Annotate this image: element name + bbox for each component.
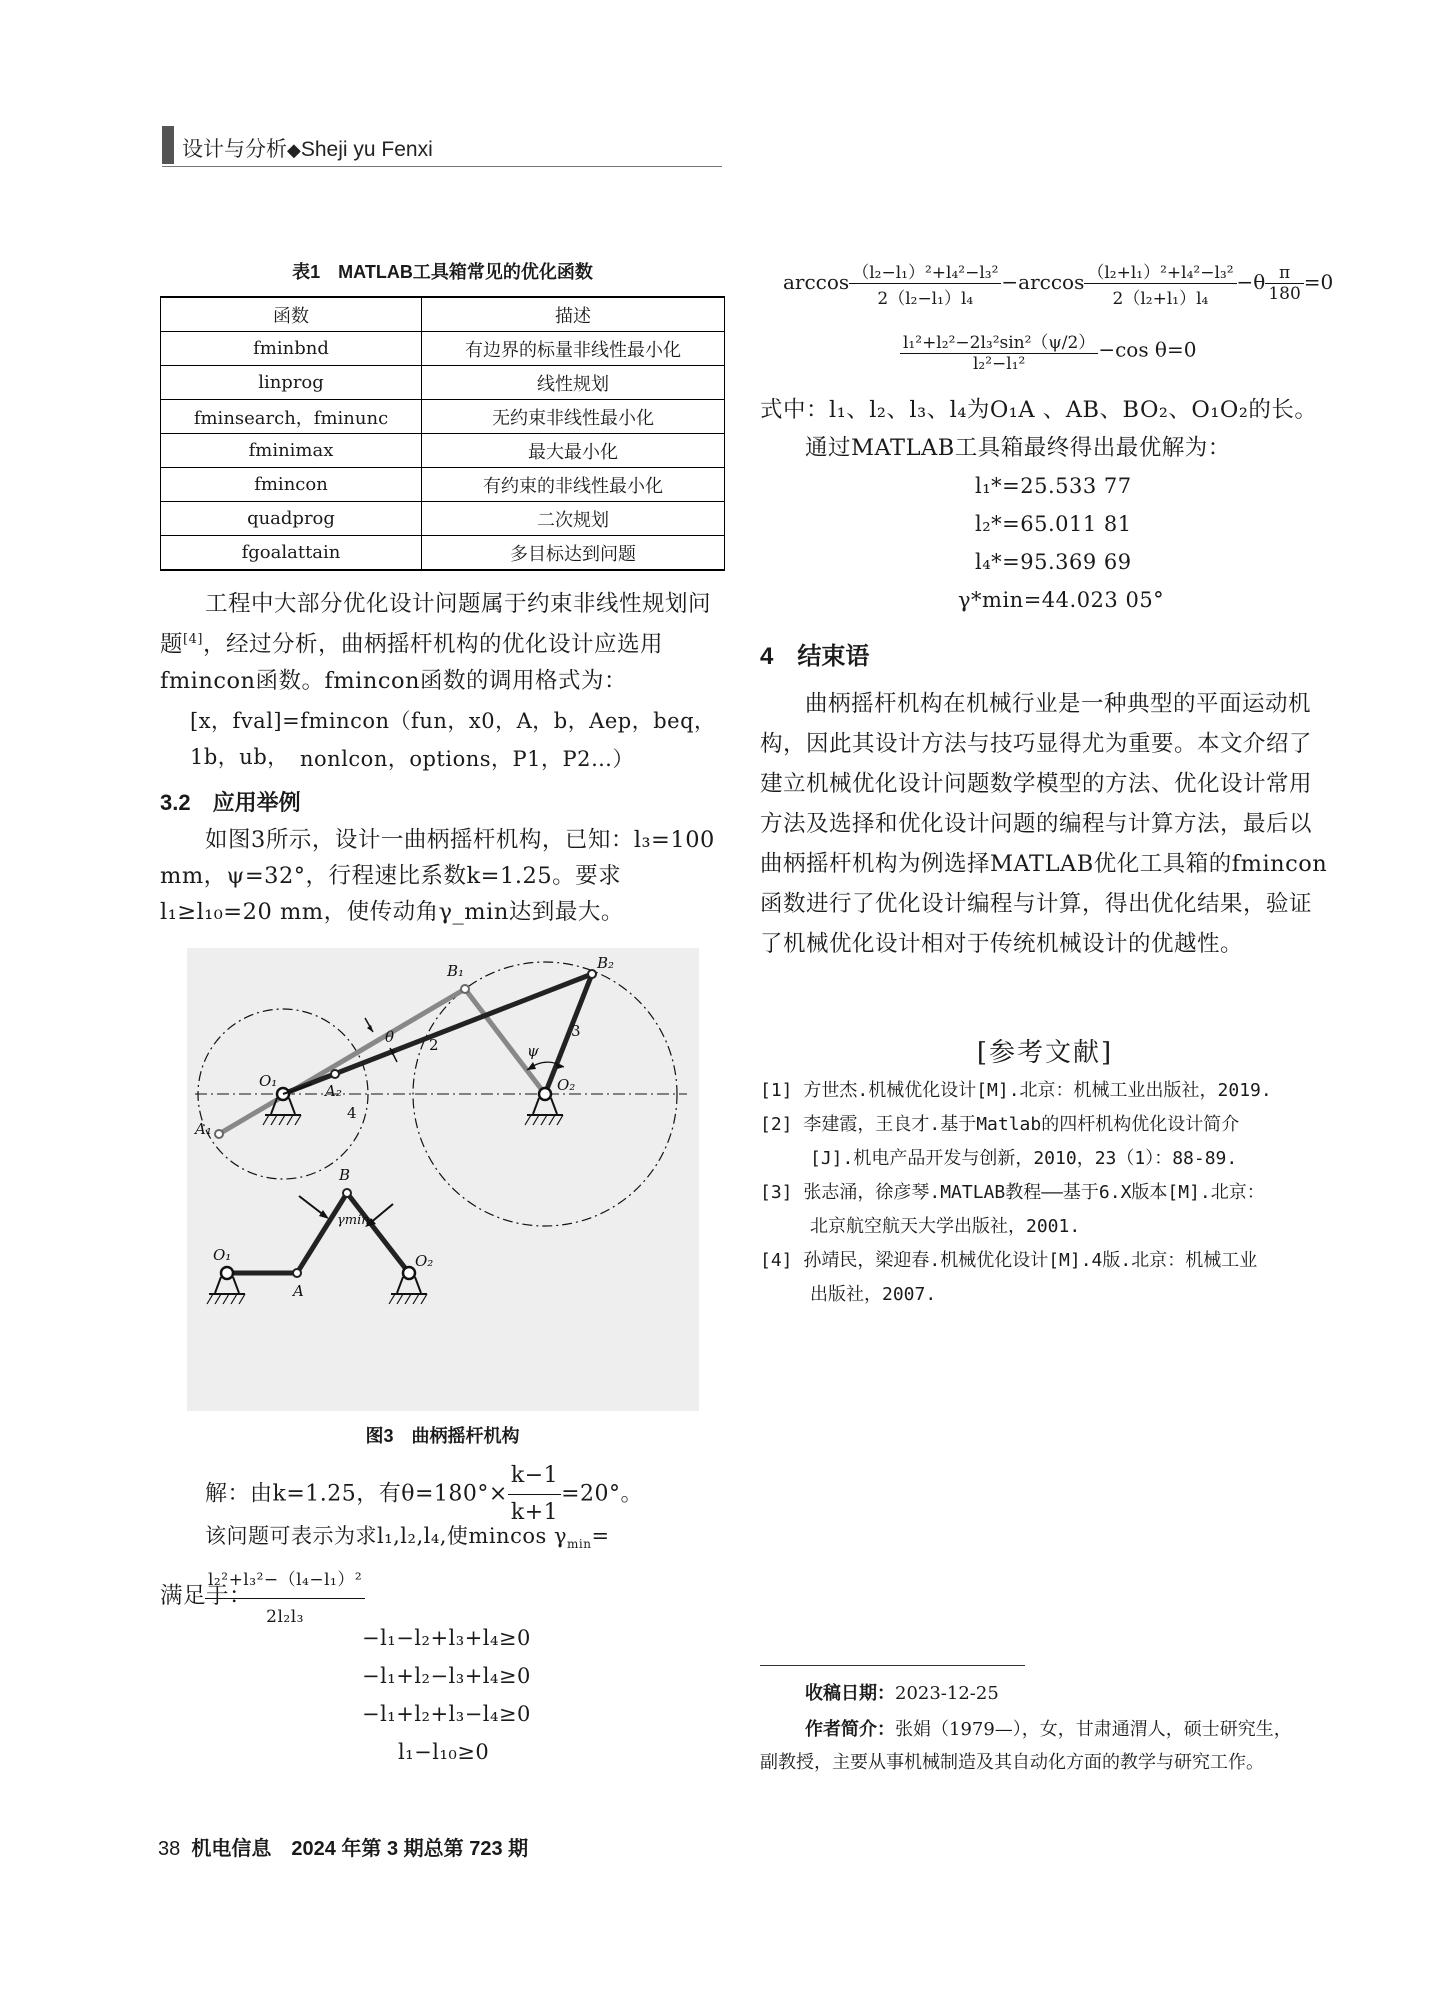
joint-b1 xyxy=(461,985,469,993)
eq-text: −cos θ=0 xyxy=(1098,337,1197,362)
label-theta: θ xyxy=(385,1028,395,1046)
fraction-numerator: l₂²+l₃²−（l₄−l₁）² xyxy=(205,1562,365,1599)
table-row xyxy=(161,502,725,536)
fmincon-call-line-2: nonlcon，options，P1，P2…） xyxy=(300,747,635,771)
table-cell: 最大最小化 xyxy=(422,434,725,468)
section-heading-4: 4 结束语 xyxy=(760,643,870,670)
label-a2: A₂ xyxy=(325,1082,342,1100)
result-l1: l₁*=25.533 77 xyxy=(975,474,1132,498)
fraction-denominator: l₂²−l₁² xyxy=(972,354,1026,374)
eq-text: −arccos xyxy=(1001,270,1085,294)
page-footer xyxy=(158,1832,528,1861)
table-cell: fmincon xyxy=(161,468,422,502)
column-header: 函数 xyxy=(161,297,422,332)
table-row xyxy=(161,434,725,468)
ref-text: 孙靖民，梁迎春.机械优化设计[M].4版.北京：机械工业 xyxy=(803,1250,1258,1271)
constraint-3: −l₁+l₂+l₃−l₄≥0 xyxy=(362,1702,531,1726)
label-o1-lower: O₁ xyxy=(213,1246,232,1264)
label-gamma-min: γmin xyxy=(337,1213,370,1228)
mechanism-diagram xyxy=(187,948,699,1411)
result-l2: l₂*=65.011 81 xyxy=(975,512,1132,536)
author-info xyxy=(805,1712,1335,1747)
received-value: 2023-12-25 xyxy=(895,1683,999,1704)
fmincon-call-line-1: [x，fval]=fmincon（fun，x0，A，b，Aep，beq，1b，ub， xyxy=(190,709,716,769)
table-cell: 线性规划 xyxy=(422,366,725,400)
ref-number: [3] xyxy=(760,1182,793,1203)
eq-fraction xyxy=(1084,258,1236,309)
figure-caption: 图3 曲柄摇杆机构 xyxy=(365,1426,520,1446)
rocker-link-lower xyxy=(347,1193,409,1273)
link-o1-b2 xyxy=(283,974,592,1094)
link-a1-b1 xyxy=(219,989,465,1134)
joint-a1 xyxy=(215,1130,223,1138)
table-cell: linprog xyxy=(161,366,422,400)
ref-continuation: 出版社，2007. xyxy=(810,1284,937,1305)
table-cell: 多目标达到问题 xyxy=(422,536,725,571)
table-cell: 二次规划 xyxy=(422,502,725,536)
constraint-2: −l₁+l₂−l₃+l₄≥0 xyxy=(362,1664,531,1688)
reference-item xyxy=(760,1244,1340,1278)
table-cell: fminbnd xyxy=(161,332,422,366)
fraction-denominator: 2（l₂+l₁）l₄ xyxy=(1112,289,1209,309)
satisfy-label: 满足于： xyxy=(160,1583,253,1609)
paragraph-text: 工程中大部分优化设计问题属于约束非线性规划问题 xyxy=(160,591,712,658)
joint-a2 xyxy=(331,1070,339,1078)
table-cell: 无约束非线性最小化 xyxy=(422,400,725,434)
label-psi: ψ xyxy=(527,1042,539,1060)
optimization-function-table xyxy=(160,296,725,571)
paragraph-text: ，经过分析，曲柄摇杆机构的优化设计应选用fmincon函数。fmincon函数的调用格式为： xyxy=(160,631,663,694)
journal-info: 机电信息 2024 年第 3 期总第 723 期 xyxy=(191,1838,529,1860)
author-label: 作者简介： xyxy=(805,1719,895,1739)
figure-crank-rocker xyxy=(187,948,699,1411)
fraction-numerator: k−1 xyxy=(508,1458,561,1495)
fraction-numerator: l₁²+l₂²−2l₃²sin²（ψ/2） xyxy=(900,328,1098,354)
table-cell: fminsearch，fminunc xyxy=(161,400,422,434)
table-cell: fminimax xyxy=(161,434,422,468)
label-o2-lower: O₂ xyxy=(415,1252,434,1270)
label-a1: A₁ xyxy=(195,1120,212,1138)
matlab-result-intro: 通过MATLAB工具箱最终得出最优解为： xyxy=(805,435,1231,461)
ref-continuation: 北京航空航天大学出版社，2001. xyxy=(810,1216,1081,1237)
paragraph-fmincon xyxy=(160,586,725,699)
ref-number: [4] xyxy=(760,1250,793,1271)
ref-continuation: [J].机电产品开发与创新，2010，23（1）：88-89. xyxy=(810,1148,1238,1169)
label-link-2: 2 xyxy=(429,1036,439,1054)
received-date xyxy=(805,1676,999,1711)
ref-number: [1] xyxy=(760,1080,793,1101)
fraction-denominator: 2（l₂−l₁）l₄ xyxy=(877,289,974,309)
result-l4-value: l₄*=95.369 69 xyxy=(975,550,1132,574)
ref-text: 方世杰.机械优化设计[M].北京：机械工业出版社，2019. xyxy=(803,1080,1272,1101)
joint-a-lower xyxy=(293,1269,301,1277)
label-link-4: 4 xyxy=(347,1104,357,1122)
joint-b2 xyxy=(588,970,596,978)
header-section: 设计与分析 xyxy=(182,138,287,161)
problem-eq: = xyxy=(591,1524,610,1548)
reference-item xyxy=(760,1108,1340,1142)
table-header-row xyxy=(161,297,725,332)
coupler-link-lower xyxy=(297,1193,347,1273)
author-text: 张娟（1979—），女，甘肃通渭人，硕士研究生， xyxy=(895,1719,1292,1740)
running-header xyxy=(182,133,433,163)
table-cell: 有约束的非线性最小化 xyxy=(422,468,725,502)
footnote-rule xyxy=(760,1665,1025,1666)
solution-text: 解：由k=1.25，有θ=180°× xyxy=(205,1481,508,1507)
result-gamma-min: γ*min=44.023 05° xyxy=(958,588,1165,612)
references-title: [参考文献] xyxy=(976,1038,1114,1068)
where-clause: 式中：l₁、l₂、l₃、l₄为O₁A 、AB、BO₂、O₁O₂的长。 xyxy=(760,397,1318,423)
fraction-denominator: 2l₂l₃ xyxy=(266,1607,304,1628)
reference-item xyxy=(760,1176,1340,1210)
equation-1 xyxy=(783,258,1343,309)
received-label: 收稿日期： xyxy=(805,1683,895,1703)
ref-number: [2] xyxy=(760,1114,793,1135)
fraction-denominator: k+1 xyxy=(510,1500,559,1525)
header-pinyin: Sheji yu Fenxi xyxy=(300,138,433,161)
equation-2 xyxy=(900,328,1196,374)
eq-text: =0 xyxy=(1303,270,1334,294)
author-info-continued: 副教授，主要从事机械制造及其自动化方面的教学与研究工作。 xyxy=(760,1752,1264,1773)
citation: [4] xyxy=(183,632,203,647)
pivot-o2-lower xyxy=(389,1267,427,1304)
fraction-denominator: 180 xyxy=(1268,284,1301,304)
section-heading-3-2: 3.2 应用举例 xyxy=(160,790,301,815)
label-link-3: 3 xyxy=(571,1022,581,1040)
diamond-icon: ◆ xyxy=(287,140,301,160)
solution-text: =20°。 xyxy=(561,1481,644,1507)
joint-b-lower xyxy=(343,1189,351,1197)
table-row xyxy=(161,332,725,366)
page-number: 38 xyxy=(158,1838,181,1860)
table-row xyxy=(161,536,725,571)
table-cell: fgoalattain xyxy=(161,536,422,571)
constraint-1: −l₁−l₂+l₃+l₄≥0 xyxy=(362,1626,531,1650)
ref-text: 李建霞，王良才.基于Matlab的四杆机构优化设计简介 xyxy=(803,1114,1240,1135)
label-a-lower: A xyxy=(293,1282,304,1300)
problem-text: 该问题可表示为求l₁,l₂,l₄,使mincos γ xyxy=(205,1524,567,1548)
table-row xyxy=(161,468,725,502)
table-cell: 有边界的标量非线性最小化 xyxy=(422,332,725,366)
table-cell: quadprog xyxy=(161,502,422,536)
eq-fraction xyxy=(1265,263,1303,304)
fraction-numerator: （l₂−l₁）²+l₄²−l₃² xyxy=(849,258,1001,284)
label-b: B xyxy=(339,1166,351,1184)
ref-text: 张志涌，徐彦琴.MATLAB教程——基于6.X版本[M].北京： xyxy=(803,1182,1265,1203)
fraction-numerator: π xyxy=(1265,263,1303,284)
table-caption: 表1 MATLAB工具箱常见的优化函数 xyxy=(292,262,593,282)
conclusion-paragraph: 曲柄摇杆机构在机械行业是一种典型的平面运动机构，因此其设计方法与技巧显得尤为重要。本文介绍了建立机械优化设计问题数学模型的方法、优化设计常用方法及选择和优化设计问题的编程与计算方法，最后以曲柄摇杆机构为例选择MATLAB优化工具箱的fmincon函数进行了优化设计编程与计算，得出优化结果，验证了机械优化设计相对于传统机械设计的优越性。 xyxy=(760,691,1328,957)
eq-fraction xyxy=(900,328,1098,374)
constraint-4: l₁−l₁₀≥0 xyxy=(398,1740,490,1764)
eq-fraction xyxy=(849,258,1001,309)
fraction-numerator: （l₂+l₁）²+l₄²−l₃² xyxy=(1084,258,1236,284)
eq-text: arccos xyxy=(783,270,850,294)
header-rule xyxy=(162,166,722,167)
reference-list xyxy=(760,1074,1340,1312)
column-header: 描述 xyxy=(422,297,725,332)
label-b2: B₂ xyxy=(597,954,615,972)
label-o1: O₁ xyxy=(259,1072,278,1090)
header-bar xyxy=(162,126,174,164)
reference-item xyxy=(760,1074,1340,1108)
table-row xyxy=(161,400,725,434)
label-o2: O₂ xyxy=(557,1076,576,1094)
eq-text: −θ xyxy=(1236,270,1266,294)
label-b1: B₁ xyxy=(447,962,465,980)
table-row xyxy=(161,366,725,400)
problem-statement xyxy=(205,1518,735,1635)
problem-sub: min xyxy=(567,1537,592,1552)
paragraph-example: 如图3所示，设计一曲柄摇杆机构，已知：l₃=100 mm，ψ=32°，行程速比系数k=1.25。要求l₁≥l₁₀=20 mm，使传动角γ_min达到最大。 xyxy=(160,827,715,925)
